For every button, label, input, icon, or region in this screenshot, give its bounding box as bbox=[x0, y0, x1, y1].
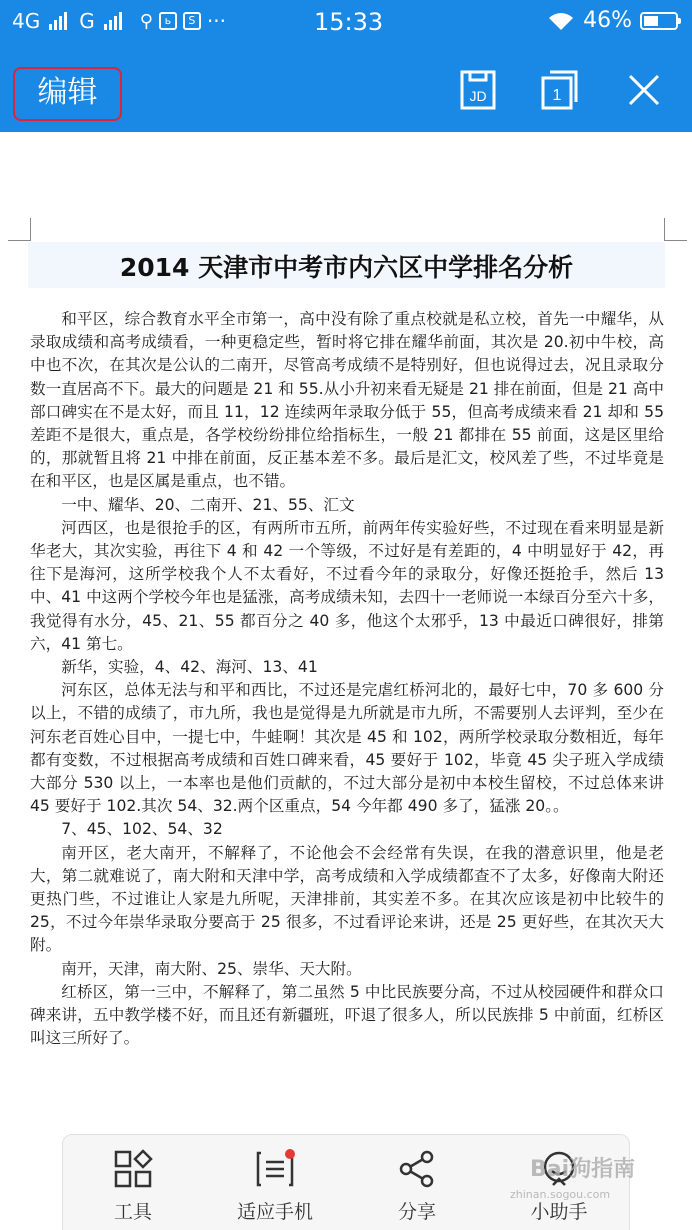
share-icon bbox=[397, 1149, 437, 1189]
watermark-url: zhinan.sogou.com bbox=[510, 1188, 611, 1201]
paragraph: 一中、耀华、20、二南开、21、55、汇文 bbox=[61, 495, 355, 514]
paragraph: 新华，实验，4、42、海河、13、41 bbox=[61, 658, 318, 677]
share-button[interactable] bbox=[357, 1149, 477, 1224]
page-view-icon[interactable] bbox=[538, 68, 582, 112]
wifi-icon bbox=[547, 10, 575, 32]
paragraph: 红桥区，第一三中，不解释了，第二虽然 5 中比民族要分高，不过从校园硬件和群众口碑来讲，五中教学楼不好，而且还有新疆班，吓退了很多人，所以民族排 5 中前面，红桥区叫这三所好了。 bbox=[30, 982, 664, 1048]
fit-phone-icon bbox=[255, 1149, 295, 1189]
top-toolbar bbox=[0, 46, 692, 132]
tools-icon bbox=[113, 1149, 153, 1189]
paragraph: 南开，天津，南大附、25、崇华、天大附。 bbox=[61, 959, 362, 978]
fit-phone-label: 适应手机 bbox=[236, 1201, 313, 1223]
document-body bbox=[30, 308, 664, 1051]
paragraph: 7、45、102、54、32 bbox=[61, 820, 223, 839]
signal-icon-2 bbox=[104, 12, 122, 30]
fit-phone-button[interactable] bbox=[215, 1149, 335, 1224]
tools-label: 工具 bbox=[113, 1201, 152, 1223]
tools-button[interactable] bbox=[73, 1149, 193, 1224]
paragraph: 河东区，总体无法与和平和西比，不过还是完虐红桥河北的，最好七中，70 多 600 分以上，不错的成绩了，市九所，我也是觉得是九所就是市九所，不需要别人去评判，至少在河东老百姓心目中，一提七中，牛蛙啊！其次是 45 和 102，两所学校录取分数相近，每年都有变数，不过根据高考成绩和百姓口碑来看，45 要好于 102，毕竟 45 尖子班入学成绩大部分 530 以上，一本率也是他们贡献的，不过大部分是初中本校生留校，不过总体来讲 45 要好于 102.其次 54、32.两个区重点，54 今年都 490 多了，猛涨 20。。 bbox=[30, 681, 664, 816]
network-4g-label: 4G bbox=[12, 9, 41, 33]
close-icon[interactable] bbox=[622, 68, 666, 112]
pdf-export-icon[interactable] bbox=[456, 68, 500, 112]
edit-button[interactable]: 编辑 bbox=[13, 67, 122, 121]
clock: 15:33 bbox=[314, 8, 384, 36]
network-g-label: G bbox=[79, 9, 95, 33]
paragraph: 南开区，老大南开，不解释了，不论他会不会经常有失误，在我的潜意识里，他是老大，第二就难说了，南大附和天津中学，高考成绩和入学成绩都查不了太多，好像南大附还更热门些，不过谁让人家是九所呢，天津排前，其实差不多。在其次应该是初中比较牛的 25，不过今年崇华录取分要高于 25 很多，不过看评论来讲，还是 25 更好些，在其次天大附。 bbox=[30, 843, 664, 955]
document-title: 2014 天津市中考市内六区中学排名分析 bbox=[119, 253, 574, 282]
watermark-logo: Bai狗指南 bbox=[530, 1157, 636, 1182]
paragraph: 河西区，也是很抢手的区，有两所市五所，前两年传实验好些，不过现在看来明显是新华老大，其次实验，再往下 4 和 42 一个等级，不过好是有差距的，4 中明显好于 42，再往下是海河，这所学校我个人不太看好，不过看今年的录取分，好像还挺抢手，然后 13 中、41 中这两个学校今年也是猛涨，高考成绩未知，去四十一老师说一本绿百分至六十多，我觉得有水分，45、21、55 都百分之 40 多，他这个太邪乎，13 中最近口碑很好，排第六，41 第七。 bbox=[30, 518, 664, 653]
status-right bbox=[547, 8, 678, 33]
paragraph: 和平区，综合教育水平全市第一，高中没有除了重点校就是私立校，首先一中耀华，从录取成绩和高考成绩看，一种更稳定些，暂时将它排在耀华前面，其次是 20.初中牛校，高中也不次，在其次是公认的二南开，尽管高考成绩不是特别好，但也说得过去，况且录取分数一直居高不下。最大的问题是 21 和 55.从小升初来看无疑是 21 排在前面，但是 21 高中部口碑实在不是太好，而且 11，12 连续两年录取分低于 55，但高考成绩来看 21 却和 55 差距不是很大，重点是，各学校纷纷排位给指标生，一般 21 都排在 55 前面，这是区里给的，那就暂且将 21 中排在前面，反正基本差不多。最后是汇文，校风差了些，不过毕竟是在和平区，也是区属是重点，也不错。 bbox=[30, 310, 664, 491]
usb-icon: ⚲ bbox=[139, 10, 153, 32]
page-corner-mark-left bbox=[8, 218, 31, 241]
app-notification-icon: ь bbox=[159, 12, 177, 30]
page-corner-mark-right bbox=[664, 218, 687, 241]
page-icon-text: 1 bbox=[552, 87, 562, 104]
pdf-icon-text: JD bbox=[469, 88, 487, 104]
battery-percent: 46% bbox=[583, 8, 632, 33]
status-bar bbox=[0, 0, 692, 46]
share-label: 分享 bbox=[397, 1201, 436, 1223]
status-left bbox=[12, 9, 226, 33]
assistant-label: 小助手 bbox=[530, 1201, 588, 1223]
battery-icon bbox=[640, 12, 678, 30]
signal-icon bbox=[49, 12, 67, 30]
more-notifications-icon: ··· bbox=[206, 9, 226, 33]
s-notification-icon: S bbox=[183, 12, 201, 30]
